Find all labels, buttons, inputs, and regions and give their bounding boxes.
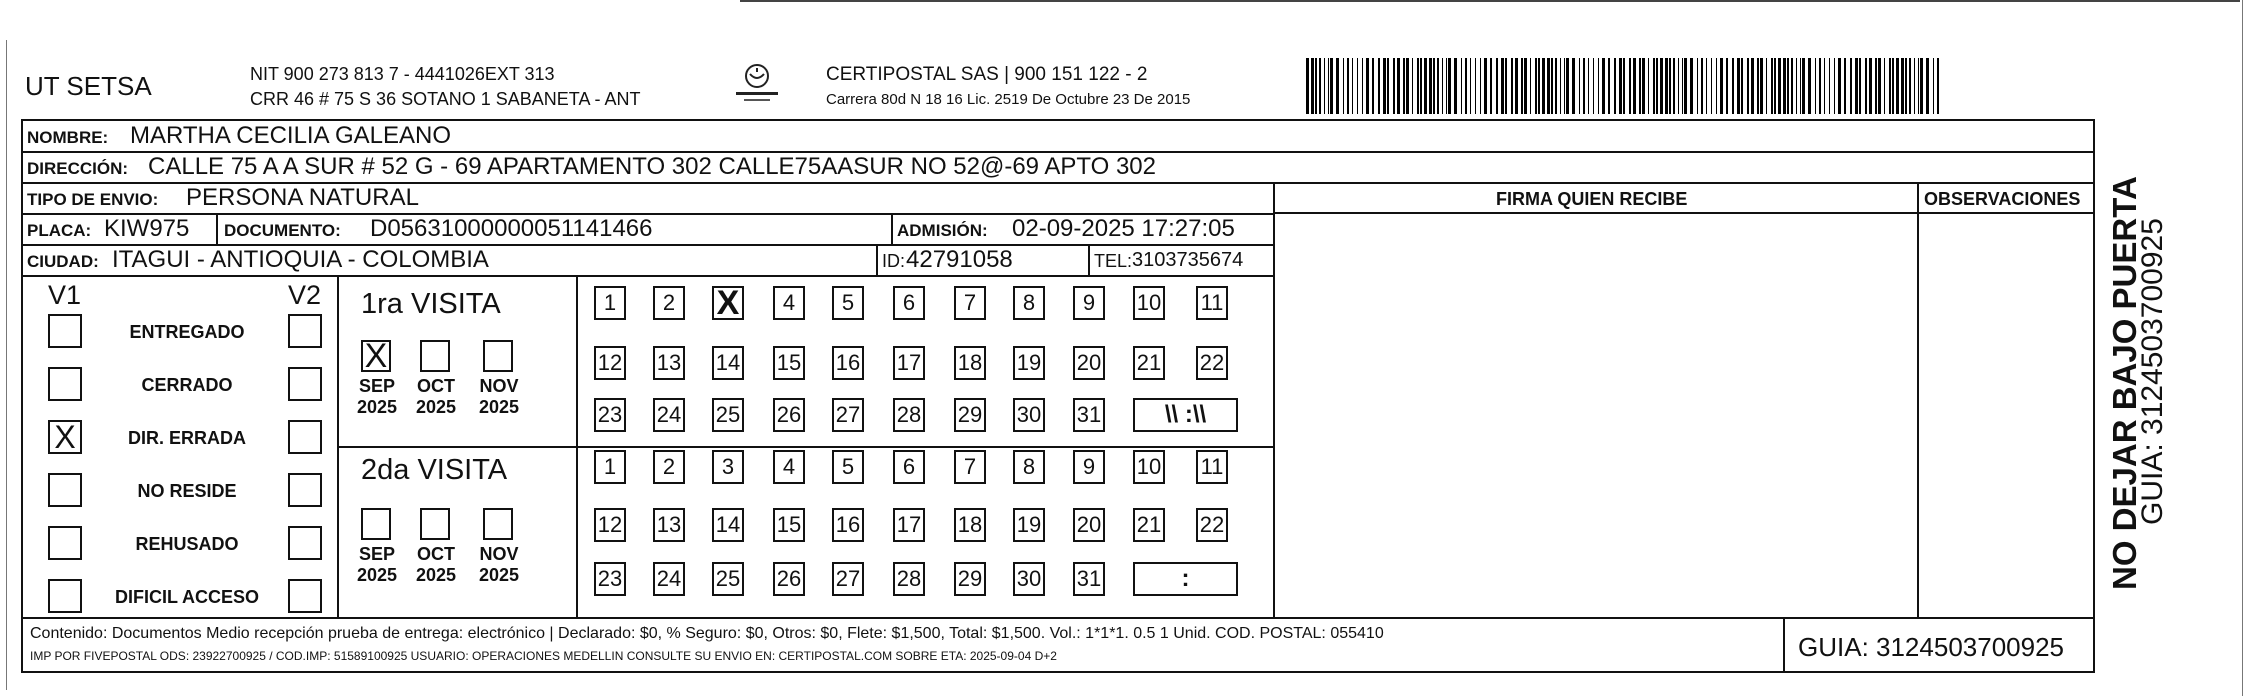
- day-box[interactable]: 14: [712, 346, 744, 380]
- month-name: NOV: [479, 376, 519, 396]
- day-box[interactable]: 27: [832, 562, 864, 596]
- firma-header: FIRMA QUIEN RECIBE: [1496, 189, 1688, 209]
- status-label: DIR. ERRADA: [127, 428, 246, 448]
- month-checkbox[interactable]: [483, 508, 513, 540]
- admision-value: 02-09-2025 17:27:05: [1012, 215, 1235, 242]
- day-box[interactable]: 12: [594, 346, 626, 380]
- license-line: Carrera 80d N 18 16 Lic. 2519 De Octubre 23 De 2015: [826, 91, 1191, 108]
- day-box[interactable]: 28: [893, 398, 925, 432]
- barcode: [1306, 58, 1941, 114]
- contenido-line: Contenido: Documentos Medio recepción prueba de entrega: electrónico | Declarado: $0, % Seguro: $0, Otros: $0, Flete: $1,500, Total: $1,500. Vol.: 1*1*1. 0.5 1 Unid. COD. POSTAL: 055410: [30, 625, 1384, 642]
- v1-checkbox[interactable]: [48, 526, 82, 560]
- placa-label: PLACA:: [27, 221, 92, 240]
- ciudad-value: ITAGUI - ANTIOQUIA - COLOMBIA: [112, 246, 489, 273]
- month-name: SEP: [358, 544, 396, 564]
- day-box[interactable]: 20: [1073, 346, 1105, 380]
- day-box[interactable]: 15: [773, 508, 805, 542]
- day-box[interactable]: 17: [893, 508, 925, 542]
- day-box[interactable]: 21: [1133, 346, 1165, 380]
- day-box[interactable]: 30: [1013, 562, 1045, 596]
- day-box[interactable]: 1: [594, 286, 626, 320]
- direccion-label: DIRECCIÓN:: [27, 159, 129, 178]
- v1-header: V1: [48, 280, 82, 310]
- day-box[interactable]: 3: [712, 450, 744, 484]
- v1-checkbox[interactable]: X: [48, 420, 82, 454]
- direccion-value: CALLE 75 A A SUR # 52 G - 69 APARTAMENTO 302 CALLE75AASUR NO 52@-69 APTO 302: [148, 153, 1156, 180]
- v1-checkbox[interactable]: [48, 473, 82, 507]
- month-label: [471, 376, 527, 417]
- month-label: [471, 544, 527, 585]
- documento-value: D05631000000051141466: [370, 215, 653, 242]
- tel-value: 3103735674: [1132, 249, 1244, 271]
- month-year: 2025: [415, 396, 457, 417]
- month-year: 2025: [356, 564, 398, 585]
- month-year: 2025: [356, 396, 398, 417]
- time-box[interactable]: \\ :\\: [1133, 398, 1238, 432]
- day-box[interactable]: 5: [832, 450, 864, 484]
- day-box[interactable]: 10: [1133, 450, 1165, 484]
- day-box[interactable]: 25: [712, 562, 744, 596]
- day-box[interactable]: 15: [773, 346, 805, 380]
- address-line: CRR 46 # 75 S 36 SOTANO 1 SABANETA - ANT: [250, 89, 641, 109]
- day-box[interactable]: 11: [1196, 450, 1228, 484]
- day-box[interactable]: 21: [1133, 508, 1165, 542]
- month-name: OCT: [417, 376, 455, 396]
- day-box[interactable]: X: [712, 286, 744, 320]
- v1-checkbox[interactable]: [48, 367, 82, 401]
- observaciones-header: OBSERVACIONES: [1924, 189, 2081, 209]
- ciudad-label: CIUDAD:: [27, 252, 99, 271]
- v2-checkbox[interactable]: [288, 314, 322, 348]
- day-box[interactable]: 14: [712, 508, 744, 542]
- day-box[interactable]: 30: [1013, 398, 1045, 432]
- scan-left-line: [6, 40, 7, 690]
- time-box[interactable]: :: [1133, 562, 1238, 596]
- day-box[interactable]: 11: [1196, 286, 1228, 320]
- side-warning: NO DEJAR BAJO PUERTA: [2106, 176, 2143, 590]
- nombre-value: MARTHA CECILIA GALEANO: [130, 122, 451, 149]
- day-box[interactable]: 4: [773, 450, 805, 484]
- second-visit-title: 2da VISITA: [361, 454, 508, 486]
- company-name: UT SETSA: [25, 71, 152, 101]
- month-name: SEP: [358, 376, 396, 396]
- month-checkbox[interactable]: [420, 340, 450, 372]
- first-visit-title: 1ra VISITA: [361, 288, 501, 320]
- scan-top-line: [740, 0, 2240, 2]
- status-label: REHUSADO: [135, 534, 239, 554]
- day-box[interactable]: 13: [653, 508, 685, 542]
- v2-checkbox[interactable]: [288, 367, 322, 401]
- day-box[interactable]: 12: [594, 508, 626, 542]
- month-label: [349, 544, 405, 585]
- day-box[interactable]: 16: [832, 346, 864, 380]
- day-box[interactable]: 9: [1073, 450, 1105, 484]
- side-guia: GUIA: 3124503700925: [2136, 218, 2169, 525]
- month-year: 2025: [415, 564, 457, 585]
- certipostal-logo: [730, 62, 785, 107]
- month-checkbox[interactable]: [361, 508, 391, 540]
- day-box[interactable]: 13: [653, 346, 685, 380]
- day-box[interactable]: 5: [832, 286, 864, 320]
- month-label: [408, 544, 464, 585]
- v2-checkbox[interactable]: [288, 526, 322, 560]
- month-year: 2025: [478, 396, 520, 417]
- day-box[interactable]: 23: [594, 398, 626, 432]
- documento-label: DOCUMENTO:: [224, 221, 341, 240]
- day-box[interactable]: 1: [594, 450, 626, 484]
- day-box[interactable]: 31: [1073, 562, 1105, 596]
- day-box[interactable]: 29: [954, 398, 986, 432]
- day-box[interactable]: 26: [773, 398, 805, 432]
- v1-checkbox[interactable]: [48, 579, 82, 613]
- day-box[interactable]: 8: [1013, 450, 1045, 484]
- day-box[interactable]: 7: [954, 450, 986, 484]
- v2-checkbox[interactable]: [288, 420, 322, 454]
- day-box[interactable]: 6: [893, 450, 925, 484]
- day-box[interactable]: 28: [893, 562, 925, 596]
- day-box[interactable]: 18: [954, 508, 986, 542]
- day-box[interactable]: 8: [1013, 286, 1045, 320]
- id-value: 42791058: [906, 246, 1013, 273]
- imp-line: IMP POR FIVEPOSTAL ODS: 23922700925 / COD.IMP: 51589100925 USUARIO: OPERACIONES MEDELLIN CONSULTE SU ENVIO EN: CERTIPOSTAL.COM SOBRE ETA: 2025-09-04 D+2: [30, 649, 1057, 663]
- month-name: NOV: [479, 544, 519, 564]
- day-box[interactable]: 9: [1073, 286, 1105, 320]
- day-box[interactable]: 26: [773, 562, 805, 596]
- v2-header: V2: [288, 280, 322, 310]
- day-box[interactable]: 20: [1073, 508, 1105, 542]
- day-box[interactable]: 17: [893, 346, 925, 380]
- day-box[interactable]: 27: [832, 398, 864, 432]
- month-year: 2025: [478, 564, 520, 585]
- day-box[interactable]: 22: [1196, 508, 1228, 542]
- day-box[interactable]: 6: [893, 286, 925, 320]
- day-box[interactable]: 23: [594, 562, 626, 596]
- day-box[interactable]: 10: [1133, 286, 1165, 320]
- id-label: ID:: [882, 251, 906, 271]
- status-label: ENTREGADO: [129, 322, 245, 342]
- v2-checkbox[interactable]: [288, 579, 322, 613]
- month-checkbox[interactable]: [483, 340, 513, 372]
- day-box[interactable]: 7: [954, 286, 986, 320]
- day-box[interactable]: 4: [773, 286, 805, 320]
- admision-label: ADMISIÓN:: [897, 221, 988, 240]
- day-box[interactable]: 22: [1196, 346, 1228, 380]
- day-box[interactable]: 2: [653, 450, 685, 484]
- status-label: NO RESIDE: [137, 481, 237, 501]
- day-box[interactable]: 29: [954, 562, 986, 596]
- day-box[interactable]: 24: [653, 562, 685, 596]
- placa-value: KIW975: [104, 215, 190, 242]
- month-checkbox[interactable]: [420, 508, 450, 540]
- footer-guia: GUIA: 3124503700925: [1798, 632, 2064, 662]
- certipostal-name: CERTIPOSTAL SAS | 900 151 122 - 2: [826, 64, 1148, 85]
- day-box[interactable]: 18: [954, 346, 986, 380]
- day-box[interactable]: 24: [653, 398, 685, 432]
- v2-checkbox[interactable]: [288, 473, 322, 507]
- tipo-envio-label: TIPO DE ENVIO:: [27, 190, 159, 209]
- day-box[interactable]: 19: [1013, 346, 1045, 380]
- day-box[interactable]: 2: [653, 286, 685, 320]
- v1-checkbox[interactable]: [48, 314, 82, 348]
- tel-label: TEL:: [1094, 251, 1133, 271]
- month-checkbox[interactable]: X: [361, 340, 391, 372]
- status-label: DIFICIL ACCESO: [114, 587, 259, 607]
- tipo-envio-value: PERSONA NATURAL: [186, 184, 419, 211]
- scan-right-line: [2242, 0, 2243, 696]
- day-box[interactable]: 31: [1073, 398, 1105, 432]
- nit-line: NIT 900 273 813 7 - 4441026EXT 313: [250, 64, 555, 84]
- month-name: OCT: [417, 544, 455, 564]
- month-label: [408, 376, 464, 417]
- month-label: [349, 376, 405, 417]
- day-box[interactable]: 25: [712, 398, 744, 432]
- status-label: CERRADO: [141, 375, 233, 395]
- day-box[interactable]: 16: [832, 508, 864, 542]
- day-box[interactable]: 19: [1013, 508, 1045, 542]
- nombre-label: NOMBRE:: [27, 128, 109, 147]
